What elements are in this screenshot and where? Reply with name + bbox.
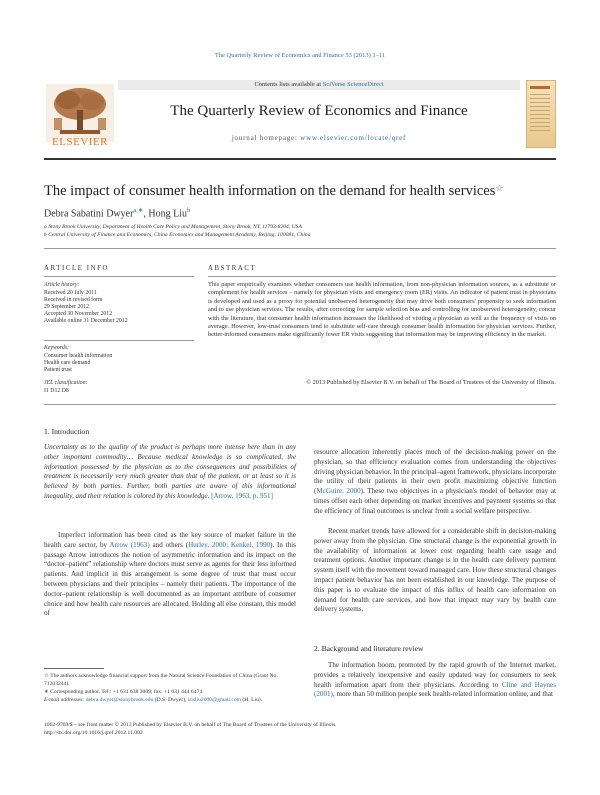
- title-footnote-mark[interactable]: ☆: [495, 183, 504, 193]
- keyword-item: Consumer health information: [44, 353, 113, 359]
- email-end: (H. Liu).: [241, 697, 263, 703]
- history-line: Received 20 July 2011: [44, 290, 97, 296]
- intro-text: ). In this passage Arrow introduces the notion of asymmetric information and its impact on the “doctor–patient” relationship where doctors must serve as agents for their less informed patients. And implicit in this arrangement is some degree of trust that must occur between physicians and their principles – namely their patients. The importance of the doctor–patient relationship is well documented as an important attribute of consumer choice and how health care resources are allocated. Holding all else constant, this model of: [44, 540, 297, 618]
- citation-link[interactable]: Arrow (1963): [109, 540, 150, 549]
- abstract-heading: ABSTRACT: [208, 265, 257, 272]
- abstract-bottom-rule: [44, 404, 556, 405]
- journal-homepage: [118, 134, 520, 142]
- contents-prefix: Contents lists available at: [254, 81, 323, 88]
- homepage-link[interactable]: www.elsevier.com/locate/qref: [300, 134, 407, 142]
- abstract-copyright: © 2013 Published by Elsevier B.V. on behalf of The Board of Trustees of the University of Illinois.: [306, 379, 556, 386]
- jel-label: JEL classification:: [44, 380, 88, 386]
- intro-text: and others (: [149, 540, 189, 549]
- author-name: Hong Liu: [148, 208, 187, 220]
- article-info-rule: [44, 276, 194, 277]
- citation-link[interactable]: Cline and Haynes (2001): [314, 680, 557, 699]
- history-line: Received in revised form: [44, 297, 103, 303]
- masthead-rule: [44, 158, 556, 160]
- background-paragraph: [314, 661, 556, 700]
- email-label: E-mail addresses:: [44, 697, 86, 703]
- epigraph-text: Uncertainty as to the quality of the product is perhaps more intense here than in any other important commodity… Because medical knowledge is so complicated, the information possessed by the physician as to the consequences and possibilities of treatment is necessarily very much greater than that of the patient, or at least so it is believed by both parties. Further, both parties are aware of this informational inequality, and their relation is colored by this knowledge.: [44, 443, 296, 500]
- history-line: 29 September 2012: [44, 304, 90, 310]
- body-text: The information boom, promoted by the rapid growth of the Internet market, provides a relatively inexpensive and easily updated way for consumers to seek health information apart from their physicians. According to: [314, 661, 556, 689]
- footnote-corresponding: ∗ Corresponding author. Tel.: +1 631 638 3009; fax: +1 631 444 6474.: [44, 689, 204, 695]
- author-list: [44, 206, 190, 219]
- author-affiliation-mark[interactable]: a,∗: [133, 207, 144, 214]
- publisher-wordmark: ELSEVIER: [52, 136, 108, 148]
- footnote-rule: [44, 668, 104, 669]
- footnote-emails: [44, 697, 296, 705]
- citation-link[interactable]: McGuire, 2000: [316, 487, 361, 496]
- epigraph: [44, 443, 296, 502]
- keyword-item: Health care demand: [44, 360, 91, 366]
- body-text: ). These two objectives in a physician's model of behavior may at times offset each other depending on market incentives and payment systems so that the efficiency of final outcomes is unclear from a social welfare perspective.: [314, 487, 557, 515]
- doi-link[interactable]: http://dx.doi.org/10.1016/j.qref.2012.11.002: [44, 730, 143, 736]
- affiliation-rule: [44, 248, 556, 249]
- running-citation: The Quarterly Review of Economics and Finance 53 (2013) 1–11: [214, 52, 386, 59]
- cover-strip: [530, 86, 550, 89]
- abstract-rule: [208, 276, 556, 277]
- body-text: resource allocation inherently places much of the decision-making power on the physician, so that efficiency evaluation comes from understanding the objectives driving physician behavior. In the principal–agent framework, physicians incorporate the utility of their patients in their own profit maximizing objective function (: [314, 448, 556, 496]
- author-affiliation-mark[interactable]: b: [187, 207, 191, 214]
- journal-title: The Quarterly Review of Economics and Finance: [170, 103, 468, 119]
- abstract-text: This paper empirically examines whether consumers use health information, from non-physician information sources, as a substitute or complement for health services – namely for physician visits and emergency room (ER) visits. An indicator of patient trust in physicians is developed and used as a proxy for potential unobserved heterogeneity that may drive both consumers' propensity to seek information and to use physician services. The results, after correcting for sample selection bias and controlling for unobserved heterogeneity, concur with the literature, that consumer health information increases the likelihood of visiting a physician as well as the frequency of visits on average. However, low-trust consumers tend to substitute self-care through consumer health information for physician services. Further, better-informed consumers make significantly fewer ER visits suggesting that information may be improving efficiency in the market.: [208, 281, 556, 339]
- footnote-funding: ☆ The authors acknowledge financial support from the Natural Science Foundation of China (Grant No. 71203244).: [44, 673, 278, 687]
- history-line: Accepted 30 November 2012: [44, 311, 113, 317]
- author-name: Debra Sabatini Dwyer: [44, 208, 134, 220]
- affiliation-b: b Central University of Finance and Economics, China Economics and Management Academy, Beijing, 100081, China: [44, 232, 311, 238]
- intro-paragraph: [44, 531, 296, 619]
- intro-continued-paragraph: [314, 448, 556, 517]
- affiliation-a: a Stony Brook University, Department of Health Care Policy and Management, Stony Brook, NY, 11793-8204, USA: [44, 224, 302, 230]
- keywords-rule: [44, 340, 194, 341]
- jel-codes: I1 D12 D8: [44, 388, 69, 394]
- intro-text: Imperfect information has been cited as the key source of market failure in the health care sector, by: [44, 531, 296, 549]
- sciencedirect-link[interactable]: SciVerse ScienceDirect: [322, 81, 384, 88]
- email-link[interactable]: debra.dwyer@stonybrook.edu: [85, 697, 154, 703]
- section-title-background: 2. Background and literature review: [314, 644, 424, 653]
- article-title: [44, 183, 584, 200]
- body-text: , more than 50 million people seek health-related information online, and that: [332, 690, 553, 699]
- keywords-label: Keywords:: [44, 345, 69, 351]
- email-link[interactable]: irisliu2000@gmail.com: [187, 697, 242, 703]
- market-trends-paragraph: Recent market trends have allowed for a considerable shift in decision-making power away from the physician. One structural change is the exponential growth in the availability of information at lower cost regarding health care usage and treatment options. Another important change is in the health care delivery payment system itself with the movement toward managed care. How these structural changes impact patient behavior has not been established in our knowledge. The purpose of this paper is to evaluate the impact of this influx of health care information on demand for health care services, and how that impact may vary by health care delivery systems.: [314, 527, 556, 614]
- homepage-prefix: journal homepage:: [231, 134, 301, 142]
- email-separator: (D.S. Dwyer),: [153, 697, 187, 703]
- contents-banner: [118, 80, 520, 90]
- history-line: Available online 31 December 2012: [44, 318, 128, 324]
- citation-link[interactable]: Hurley, 2000; Kenkel, 1990: [188, 540, 271, 549]
- citation-link[interactable]: [Arrow, 1963, p. 951]: [211, 491, 273, 500]
- article-title-text: The impact of consumer health information on the demand for health services: [44, 183, 496, 199]
- article-info-heading: ARTICLE INFO: [44, 265, 110, 272]
- cover-lines: [530, 94, 550, 134]
- keyword-item: Patient trust: [44, 367, 72, 373]
- issn-line: 1062-9769/$ – see front matter © 2013 Published by Elsevier B.V. on behalf of The Board of Trustees of the University of Illinois.: [44, 722, 337, 728]
- history-label: Article history:: [44, 282, 80, 288]
- section-title-introduction: 1. Introduction: [44, 427, 90, 436]
- author-separator: ,: [143, 208, 149, 220]
